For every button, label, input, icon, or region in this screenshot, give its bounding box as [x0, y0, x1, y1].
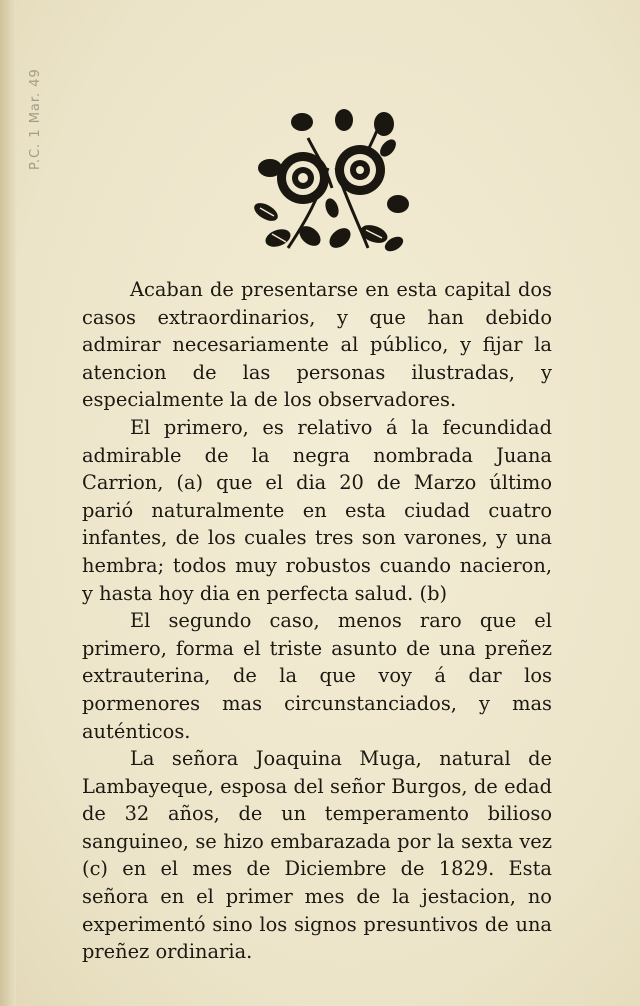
- paragraph: El segundo caso, menos raro que el primero, forma el triste asunto de una preñez extrauterina, de la que voy á dar los pormenores mas circunstanciados, y mas auténticos.: [82, 609, 552, 743]
- library-margin-note: P.C. 1 Mar. 49: [28, 68, 43, 170]
- body-text: [82, 276, 552, 966]
- paragraph: Acaban de presentarse en esta capital dos casos extraordinarios, y que han debido admirar necesariamente al público, y fijar la atencion de las personas ilustradas, y especialmente la de los observadores.: [82, 278, 552, 412]
- floral-ornament-icon: [248, 108, 414, 258]
- paragraph: El primero, es relativo á la fecundidad admirable de la negra nombrada Juana Carrion, (a) que el dia 20 de Marzo último parió naturalmente en esta ciudad cuatro infantes, de los cuales tres son varones, y una hembra; todos muy robustos cuando nacieron, y hasta hoy dia en perfecta salud. (b): [82, 415, 552, 605]
- paragraph: La señora Joaquina Muga, natural de Lambayeque, esposa del señor Burgos, de edad de 32 años, de un temperamento bilioso sanguineo, se hizo embarazada por la sexta vez (c) en el mes de Diciembre de 1829. Esta señora en el primer mes de la jestacion, no experimentó sino los signos presuntivos de una preñez ordinaria.: [82, 747, 552, 964]
- binding-gutter: [0, 0, 16, 1006]
